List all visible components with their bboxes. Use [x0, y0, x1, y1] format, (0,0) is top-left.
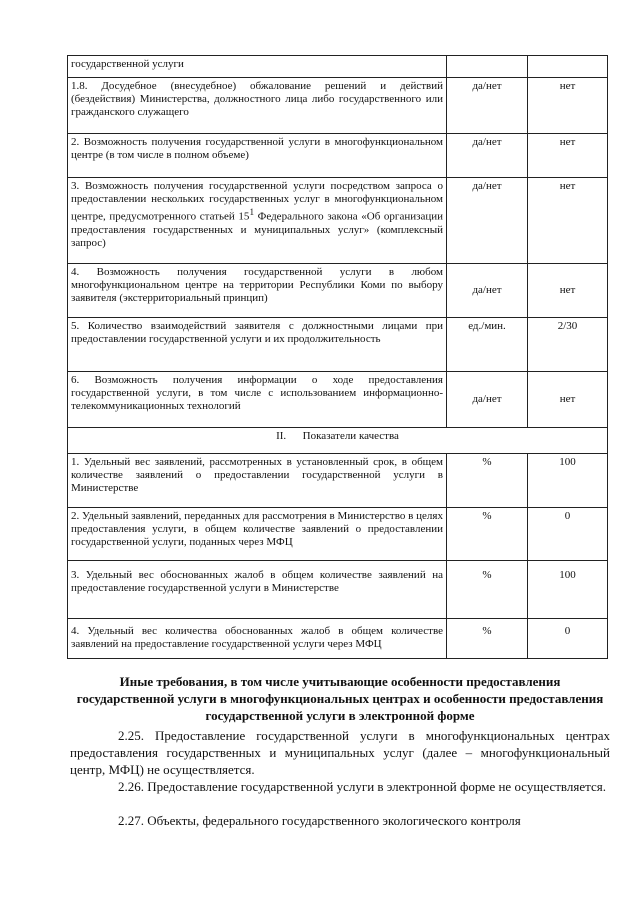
row-unit: да/нет [447, 372, 528, 428]
row-desc: 2. Возможность получения государственной услуги в многофункциональном центре (в том числе в полном объеме) [68, 134, 447, 178]
row-value: 100 [528, 454, 608, 508]
row-desc-part: 3. Возможность получения государственной услуги посредством запроса о предоставлении нескольких государственных услуг в многофункциональном центре, предусмотренного статьей 15 [71, 180, 443, 223]
table-row [68, 372, 608, 428]
row-value: 0 [528, 619, 608, 659]
table-row [68, 508, 608, 561]
section-title: II. Показатели качества [68, 428, 608, 454]
row-value: нет [528, 178, 608, 264]
row-value: 0 [528, 508, 608, 561]
row-unit: ед./мин. [447, 318, 528, 372]
row-value: 2/30 [528, 318, 608, 372]
row-unit: % [447, 561, 528, 619]
paragraph-2-25: 2.25. Предоставление государственной услуги в многофункциональных центрах предоставления государственных и муниципальных услуг (далее – многофункциональный центр, МФЦ) не осуществляется. [70, 728, 610, 777]
table-row [68, 178, 608, 264]
row-desc: 4. Удельный вес количества обоснованных жалоб в общем количестве заявлений на предоставление государственной услуги через МФЦ [68, 619, 447, 659]
table-row [68, 318, 608, 372]
row-desc: 6. Возможность получения информации о ходе предоставления государственной услуги, в том числе с использованием информационно-телекоммуникационных технологий [68, 372, 447, 428]
paragraph-2-27: 2.27. Объекты, федерального государственного экологического контроля [118, 813, 521, 828]
row-value: нет [528, 78, 608, 134]
row-desc [68, 178, 447, 264]
row-value: нет [528, 264, 608, 318]
row-value [528, 56, 608, 78]
table-row [68, 78, 608, 134]
row-desc: 1. Удельный вес заявлений, рассмотренных в установленный срок, в общем количестве заявлений о предоставлении государственной услуги в Министерстве [68, 454, 447, 508]
row-value: нет [528, 372, 608, 428]
table-row [68, 561, 608, 619]
row-desc: государственной услуги [68, 56, 447, 78]
table-row [68, 56, 608, 78]
row-desc-part: Федерального закона «Об организации предоставления государственных и муниципальных услуг» (комплексный запрос) [71, 210, 443, 249]
row-desc: 1.8. Досудебное (внесудебное) обжалование решений и действий (бездействия) Министерства, должностного лица либо государственного или гражданского служащего [68, 78, 447, 134]
section-header-row [68, 428, 608, 454]
row-unit [447, 56, 528, 78]
row-desc: 3. Удельный вес обоснованных жалоб в общем количестве заявлений на предоставление государственной услуги в Министерстве [68, 561, 447, 619]
row-unit: % [447, 619, 528, 659]
row-desc: 5. Количество взаимодействий заявителя с должностными лицами при предоставлении государственной услуги и их продолжительность [68, 318, 447, 372]
row-unit: да/нет [447, 134, 528, 178]
footnote-superscript: 1 [249, 207, 255, 217]
row-unit: % [447, 454, 528, 508]
row-value: 100 [528, 561, 608, 619]
table-row [68, 454, 608, 508]
table-row [68, 264, 608, 318]
row-unit: да/нет [447, 264, 528, 318]
paragraph-2-26: 2.26. Предоставление государственной услуги в электронной форме не осуществляется. [118, 779, 606, 794]
row-desc: 2. Удельный заявлений, переданных для рассмотрения в Министерство в целях предоставления услуги, в общем количестве заявлений о предоставлении государственной услуги, поданных через МФЦ [68, 508, 447, 561]
table-row [68, 619, 608, 659]
row-unit: % [447, 508, 528, 561]
indicators-table [67, 55, 608, 659]
row-value: нет [528, 134, 608, 178]
table-row [68, 134, 608, 178]
row-desc: 4. Возможность получения государственной услуги в любом многофункциональном центре на территории Республики Коми по выбору заявителя (экстерриториальный принцип) [68, 264, 447, 318]
row-unit: да/нет [447, 178, 528, 264]
row-unit: да/нет [447, 78, 528, 134]
section-heading: Иные требования, в том числе учитывающие особенности предоставления государственной услуги в многофункциональных центрах и особенности предоставления государственной услуги в электронной форме [76, 674, 604, 723]
